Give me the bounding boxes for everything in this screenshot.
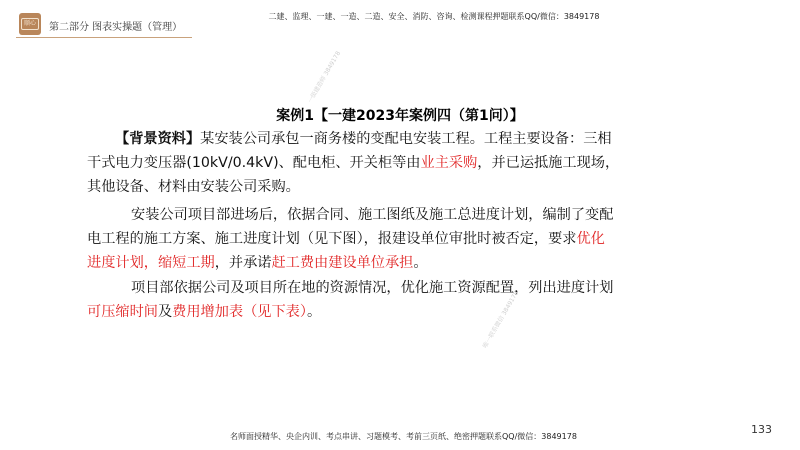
text-span: 安装公司项目部进场后，依据合同、施工图纸及施工总进度计划，编制了变配 (131, 207, 614, 223)
header-divider (16, 37, 192, 38)
top-advert-text: 二建、监理、一建、一造、二造、安全、消防、咨询、检测课程押题联系QQ/微信：3849178 (268, 12, 600, 21)
paragraph-1-line-3 (87, 175, 300, 199)
text-span: 项目部依据公司及项目所在地的资源情况，优化施工资源配置，列出进度计划 (131, 280, 614, 296)
bottom-advert-text: 名师面授精华、央企内训、考点串讲、习题模考、考前三页纸、绝密押题联系QQ/微信：3849178 (230, 432, 577, 441)
highlight-rush-cost: 赶工费由建设单位承担 (271, 255, 414, 271)
text-span: 。 (413, 255, 428, 271)
paragraph-3-line-1 (131, 276, 613, 300)
watermark-text: 一级建造师 3849178 (306, 50, 343, 105)
background-label: 【背景资料】 (115, 131, 201, 147)
text-span: 其他设备、材料由安装公司采购。 (87, 179, 300, 195)
text-span: 及 (157, 304, 173, 320)
brand-logo-text: 顺心 (21, 18, 39, 30)
paragraph-2-line-1 (131, 203, 613, 227)
highlight-compressible-time: 可压缩时间 (87, 304, 158, 320)
paragraph-2-line-3 (87, 251, 428, 275)
page-number: 133 (751, 423, 772, 436)
text-span: ，并已运抵施工现场， (477, 155, 620, 171)
text-span: 某安装公司承包一商务楼的变配电安装工程。工程主要设备：三相 (200, 131, 612, 147)
text-span: 电工程的施工方案、施工进度计划（见下图），报建设单位审批时被否定，要求 (87, 231, 577, 247)
highlight-cost-table: 费用增加表（见下表） (172, 304, 307, 320)
section-label: 第二部分 图表实操题（管理） (49, 22, 183, 33)
paragraph-2-line-2 (87, 227, 605, 251)
highlight-shorten-schedule: 进度计划，缩短工期 (87, 255, 215, 271)
case-title: 案例1【一建2023年案例四（第1问）】 (276, 108, 524, 124)
highlight-optimize: 优化 (576, 231, 605, 247)
text-span: 。 (306, 304, 322, 320)
highlight-owner-purchase: 业主采购 (420, 155, 478, 171)
paragraph-1-line-2 (87, 151, 619, 175)
paragraph-1-line-1 (115, 127, 612, 151)
text-span: 干式电力变压器(10kV/0.4kV)、配电柜、开关柜等由 (87, 155, 421, 171)
paragraph-3-line-2 (87, 300, 321, 324)
text-span: ，并承诺 (214, 255, 272, 271)
brand-logo (19, 13, 41, 35)
watermark-text: 唯一联系微信 3849178 (481, 290, 521, 350)
